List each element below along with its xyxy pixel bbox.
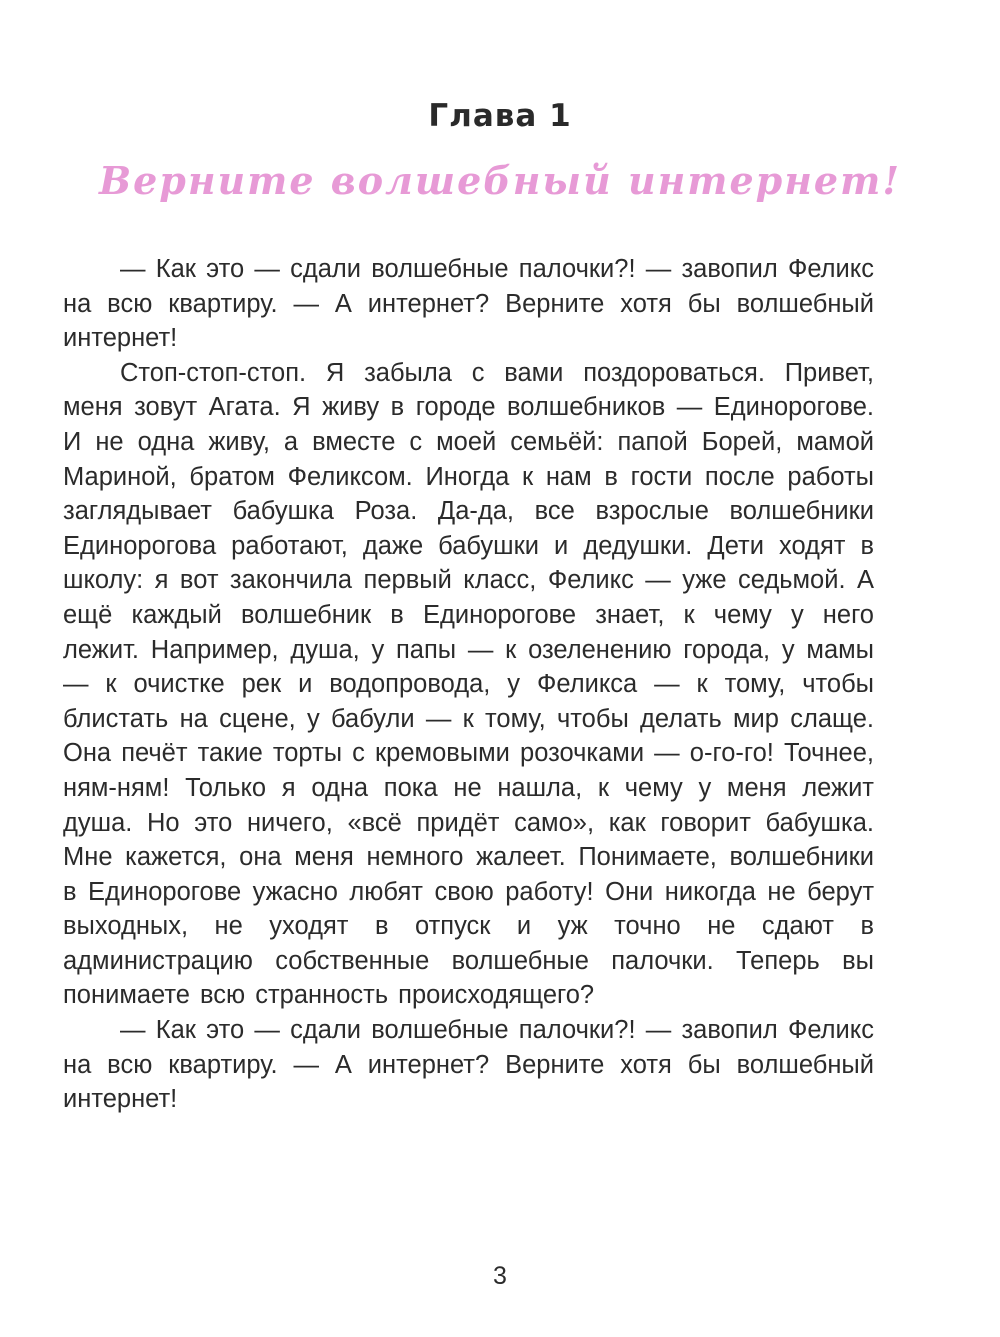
paragraph: — Как это — сдали волшебные палочки?! — завопил Феликс на всю квартиру. — А интернет? Верните хотя бы волшебный интернет! bbox=[63, 255, 874, 353]
paragraph: Стоп-стоп-стоп. Я забыла с вами поздороваться. Привет, меня зовут Агата. Я живу в городе волшебников — Единорогове. И не одна живу, а вместе с моей семьёй: папой Борей, мамой Мариной, братом Феликсом. Иногда к нам в гости после работы заглядывает бабушка Роза. Да-да, все взрослые волшебники Единорогова работают, даже бабушки и дедушки. Дети ходят в школу: я вот закончила первый класс, Феликс — уже седьмой. А ещё каждый волшебник в Единорогове знает, к чему у него лежит. Например, душа, у папы — к озеленению города, у мамы — к очистке рек и водопровода, у Феликса — к тому, чтобы блистать на сцене, у бабули — к тому, чтобы делать мир слаще. Она печёт такие торты с кремовыми розочками — о-го-го! Точнее, ням-ням! Только я одна пока не нашла, к чему у меня лежит душа. Но это ничего, «всё придёт само», как говорит бабушка. Мне кажется, она меня немного жалеет. Понимаете, волшебники в Единорогове ужасно любят свою работу! Они никогда не берут выходных, не уходят в отпуск и уж точно не сдают в администрацию собственные волшебные палочки. Теперь вы понимаете всю странность происходящего? bbox=[63, 358, 874, 1010]
paragraph: — Как это — сдали волшебные палочки?! — завопил Феликс на всю квартиру. — А интернет? Верните хотя бы волшебный интернет! bbox=[63, 1016, 874, 1114]
chapter-number: Глава 1 bbox=[428, 98, 572, 134]
chapter-title: Верните волшебный интернет! bbox=[98, 158, 902, 203]
page-number: 3 bbox=[493, 1262, 507, 1290]
body-text bbox=[63, 252, 874, 1117]
